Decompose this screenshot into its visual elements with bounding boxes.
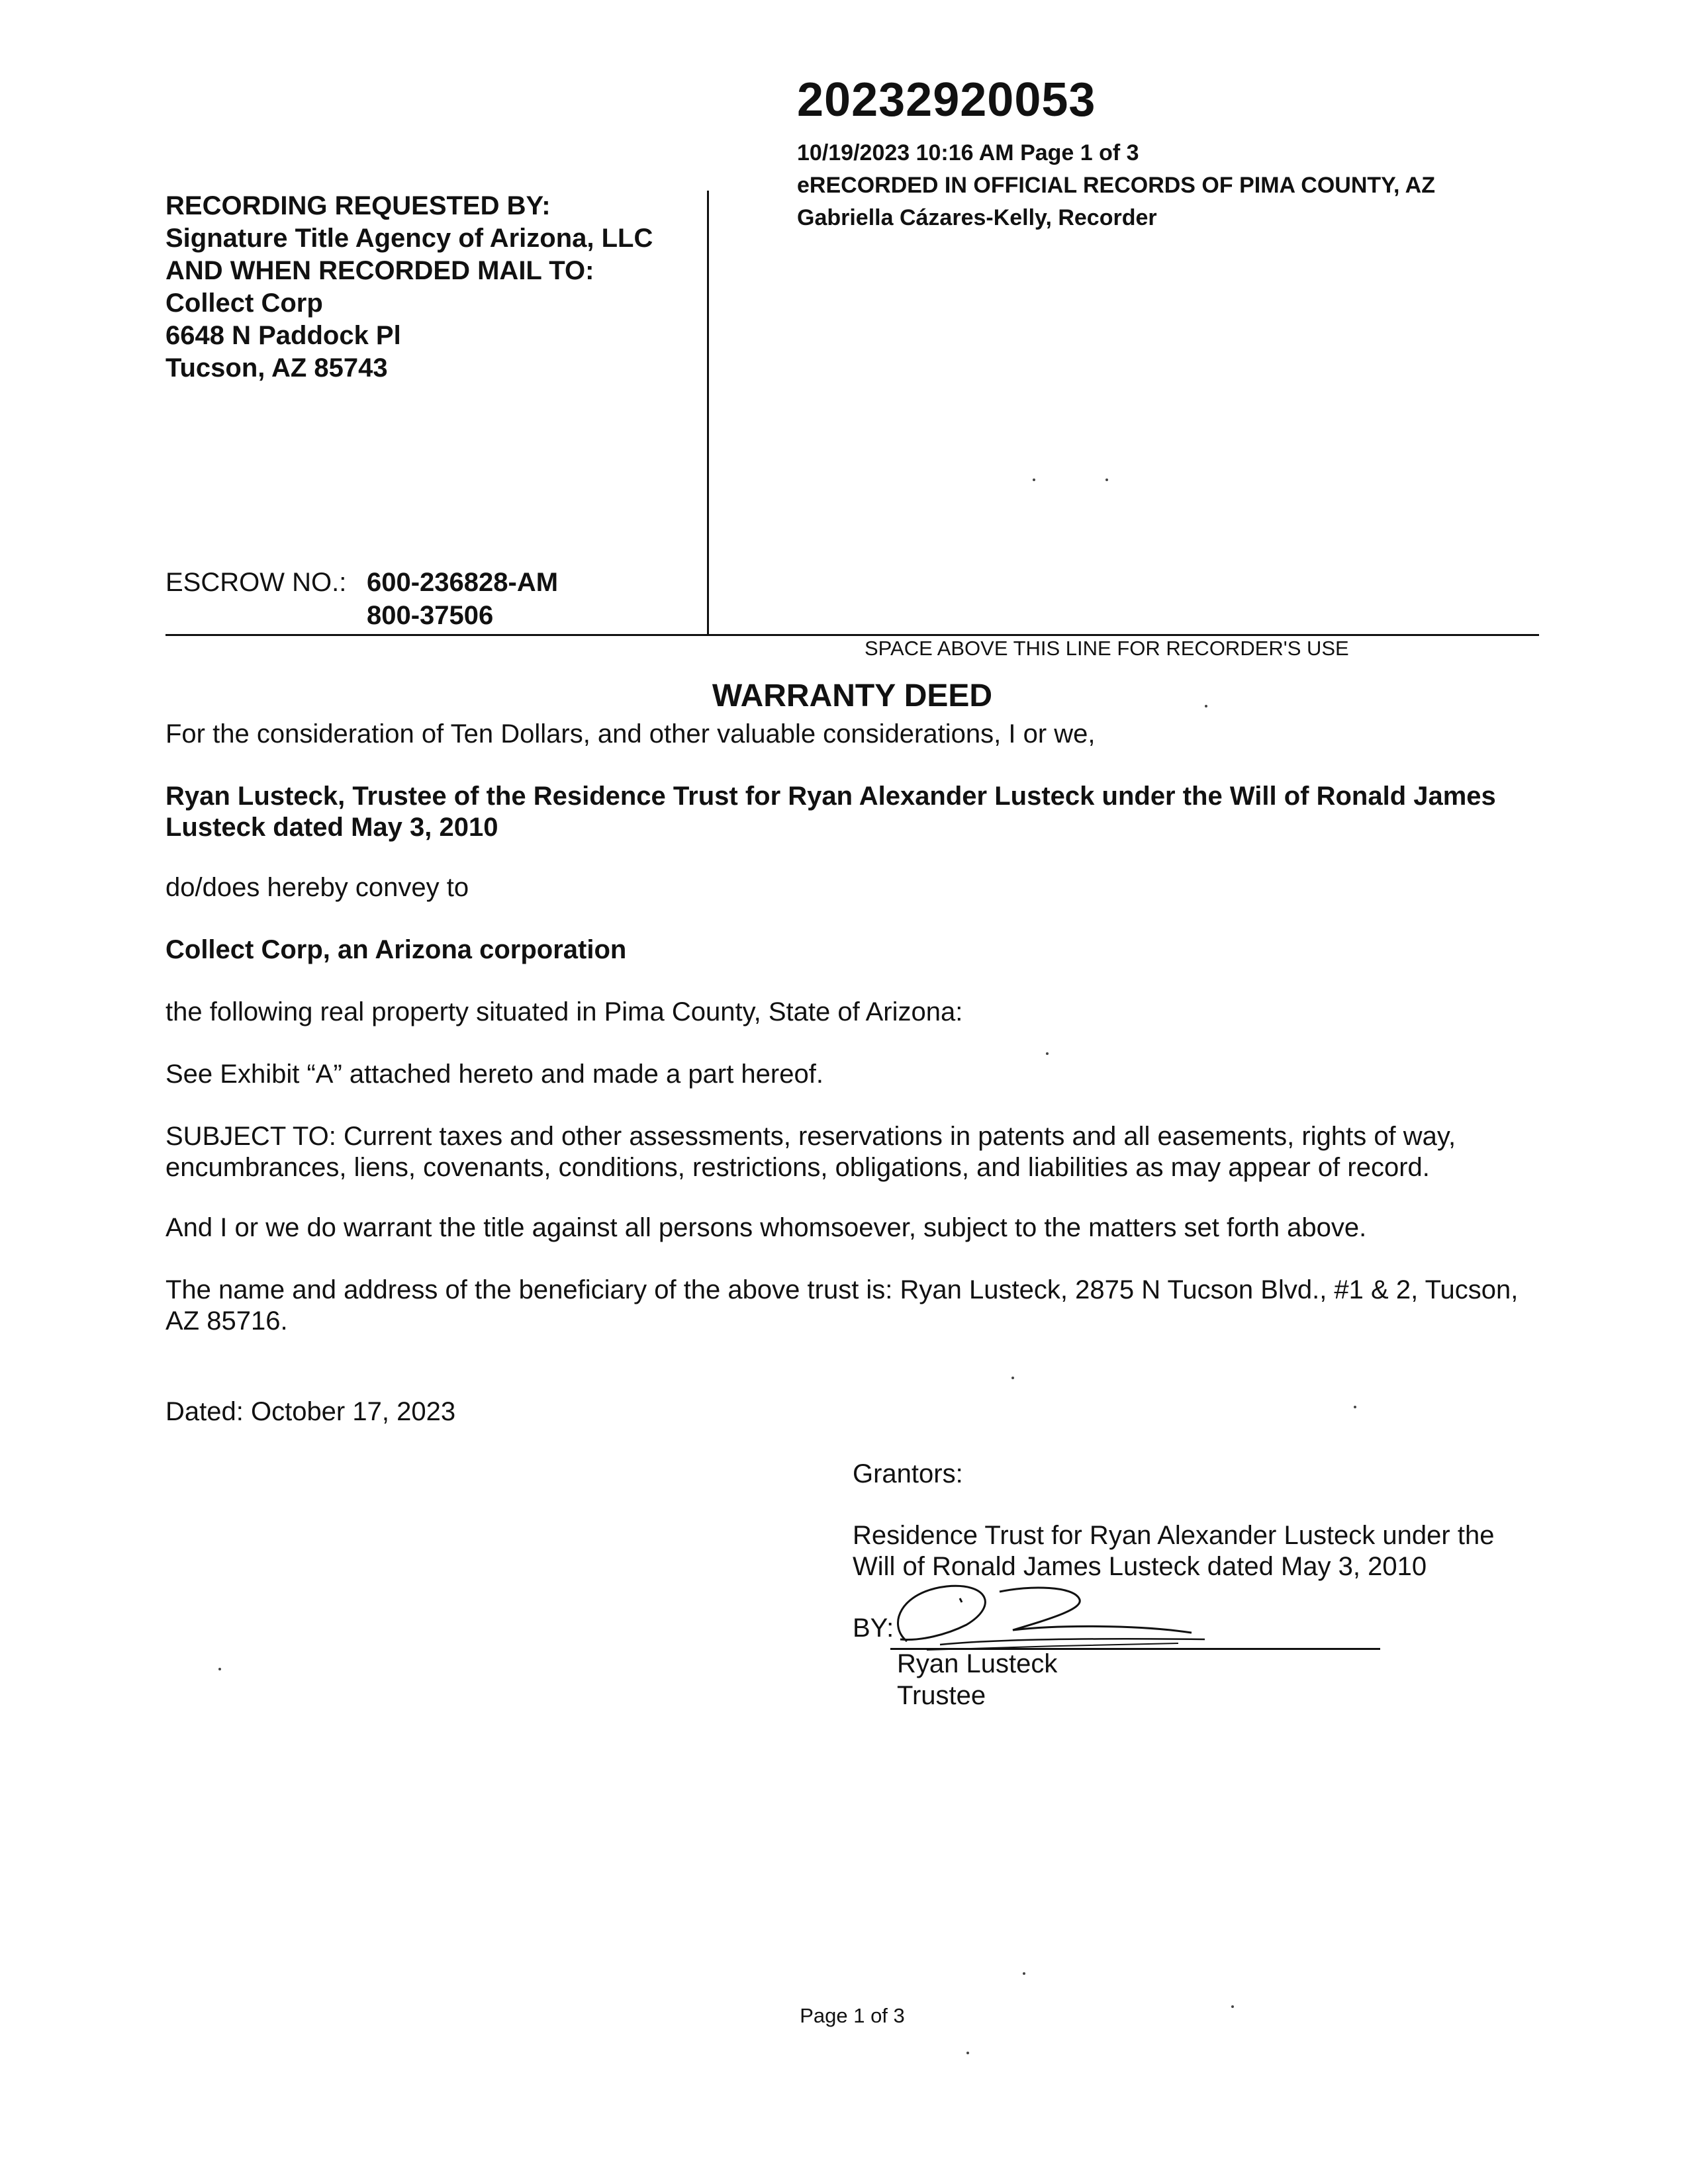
grantee-name: Collect Corp, an Arizona corporation xyxy=(165,935,627,964)
scan-speck xyxy=(1033,478,1035,481)
scan-speck xyxy=(1023,1972,1025,1975)
escrow-block xyxy=(165,566,559,630)
document-title: WARRANTY DEED xyxy=(712,678,993,713)
mail-to-street: 6648 N Paddock Pl xyxy=(165,321,401,350)
recorder-name: Gabriella Cázares-Kelly, Recorder xyxy=(797,205,1157,230)
warranty-text: And I or we do warrant the title against all persons whomsoever, subject to the matters set forth above. xyxy=(165,1213,1367,1242)
scan-speck xyxy=(1011,1377,1014,1379)
subject-to-text: SUBJECT TO: Current taxes and other assessments, reservations in patents and all easements, rights of way, encumbrances, liens, covenants, conditions, restrictions, obligations, and liabilities as may appear of record. xyxy=(165,1122,1456,1182)
mail-to-label: AND WHEN RECORDED MAIL TO: xyxy=(165,256,594,285)
requester-name: Signature Title Agency of Arizona, LLC xyxy=(165,224,653,253)
scan-speck xyxy=(1105,478,1108,481)
scan-speck xyxy=(966,2052,969,2054)
grantor-statement: Ryan Lusteck, Trustee of the Residence Trust for Ryan Alexander Lusteck under the Will of Ronald James Lusteck dated May 3, 2010 xyxy=(165,782,1496,842)
mail-to-name: Collect Corp xyxy=(165,289,323,318)
signer-name: Ryan Lusteck xyxy=(897,1649,1058,1678)
exhibit-text: See Exhibit “A” attached hereto and made a part hereof. xyxy=(165,1060,823,1089)
signer-title: Trustee xyxy=(897,1681,986,1710)
convey-text: do/does hereby convey to xyxy=(165,873,469,902)
recording-info xyxy=(797,137,1435,234)
escrow-label: ESCROW NO.: xyxy=(165,568,347,597)
scan-speck xyxy=(1354,1406,1356,1408)
consideration-text: For the consideration of Ten Dollars, and other valuable considerations, I or we, xyxy=(165,719,1096,749)
handwritten-signature xyxy=(861,1578,1231,1671)
official-records-line: eRECORDED IN OFFICIAL RECORDS OF PIMA COUNTY, AZ xyxy=(797,173,1436,198)
escrow-number: 600-236828-AM xyxy=(367,568,559,597)
scan-speck xyxy=(218,1668,221,1670)
recording-requested-block xyxy=(165,190,682,385)
recording-number: 20232920053 xyxy=(797,73,1096,126)
grantor-entity-line: Residence Trust for Ryan Alexander Lusteck under the xyxy=(853,1521,1495,1550)
by-label: BY: xyxy=(853,1614,894,1643)
scan-speck xyxy=(1046,1052,1049,1055)
mail-to-city: Tucson, AZ 85743 xyxy=(165,353,388,383)
grantor-entity xyxy=(853,1520,1548,1582)
page-footer: Page 1 of 3 xyxy=(800,2004,905,2027)
recorder-use-note: SPACE ABOVE THIS LINE FOR RECORDER'S USE xyxy=(865,637,1349,660)
vertical-divider xyxy=(707,191,709,636)
beneficiary-text: The name and address of the beneficiary of the above trust is: Ryan Lusteck, 2875 N Tucson Blvd., #1 & 2, Tucson, AZ 85716. xyxy=(165,1275,1519,1336)
scan-speck xyxy=(1205,705,1207,707)
recording-datetime: 10/19/2023 10:16 AM Page 1 of 3 xyxy=(797,140,1139,165)
recording-requested-label: RECORDING REQUESTED BY: xyxy=(165,191,551,220)
dated-text: Dated: October 17, 2023 xyxy=(165,1397,456,1426)
scan-speck xyxy=(1231,2005,1234,2008)
property-location-text: the following real property situated in Pima County, State of Arizona: xyxy=(165,997,963,1026)
grantors-label: Grantors: xyxy=(853,1459,963,1488)
recorder-line xyxy=(165,634,1539,636)
escrow-number: 800-37506 xyxy=(367,601,494,630)
escrow-numbers xyxy=(367,566,558,632)
grantor-entity-line: Will of Ronald James Lusteck dated May 3, 2010 xyxy=(853,1552,1427,1581)
